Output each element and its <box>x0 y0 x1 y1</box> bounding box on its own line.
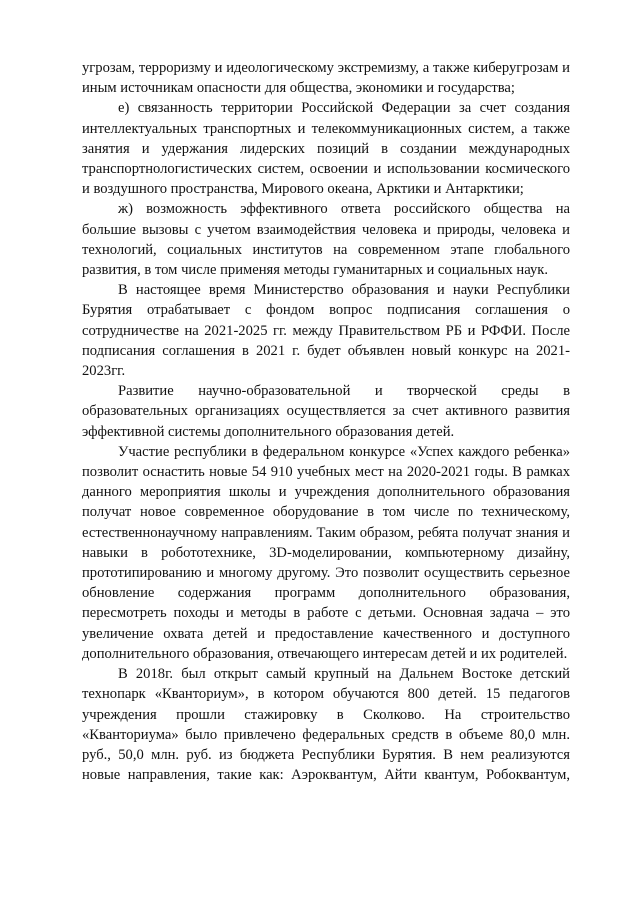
paragraph-threats-continuation: угрозам, терроризму и идеологическому экстремизму, а также киберугрозам и иным источникам опасности для общества, экономики и государства; <box>82 60 570 97</box>
paragraph-item-e-connectivity: е) связанность территории Российской Федерации за счет создания интеллектуальных транспортных и телекоммуникационных систем, а также занятия и удержания лидерских позиций в создании международных транспортнологистических систем, освоении и использовании космического и воздушного пространства, Мирового океана, Арктики и Антарктики; <box>82 100 570 198</box>
document-page <box>82 58 570 785</box>
paragraph-success-of-every-child: Участие республики в федеральном конкурсе «Успех каждого ребенка» позволит оснастить новые 54 910 учебных мест на 2020-2021 годы. В рамках данного мероприятия школы и учреждения дополнительного образования получат новое современное оборудование в том числе по техническому, естественнонаучному направлениям. Таким образом, ребята получат знания и навыки в робототехнике, 3D-моделировании, компьютерному дизайну, прототипированию и многому другому. Это позволит осуществить серьезное обновление содержания программ дополнительного образования, пересмотреть походы и методы в работе с детьми. Основная задача – это увеличение охвата детей и предоставление качественного и доступного дополнительного образования, отвечающего интересам детей и их родителей. <box>82 443 570 662</box>
paragraph-ministry-agreement: В настоящее время Министерство образования и науки Республики Бурятия отрабатывает с фондом вопрос подписания соглашения о сотрудничестве на 2021-2025 гг. между Правительством РБ и РФФИ. После подписания соглашения в 2021 г. будет объявлен новый конкурс на 2021-2023гг. <box>82 282 570 380</box>
paragraph-item-zh-challenges: ж) возможность эффективного ответа российского общества на большие вызовы с учетом взаимодействия человека и природы, человека и технологий, социальных институтов на современном этапе глобального развития, в том числе применяя методы гуманитарных и социальных наук. <box>82 201 570 279</box>
paragraph-kvantorium: В 2018г. был открыт самый крупный на Дальнем Востоке детский технопарк «Кванториум», в котором обучаются 800 детей. 15 педагогов учреждения прошли стажировку в Сколково. На строительство «Кванториума» было привлечено федеральных средств в объеме 80,0 млн. руб., 50,0 млн. руб. из бюджета Республики Бурятия. В нем реализуются новые направления, такие как: Аэроквантум, Айти квантум, Робоквантум, <box>82 666 570 784</box>
paragraph-additional-education: Развитие научно-образовательной и творческой среды в образовательных организациях осуществляется за счет активного развития эффективной системы дополнительного образования детей. <box>82 383 570 440</box>
